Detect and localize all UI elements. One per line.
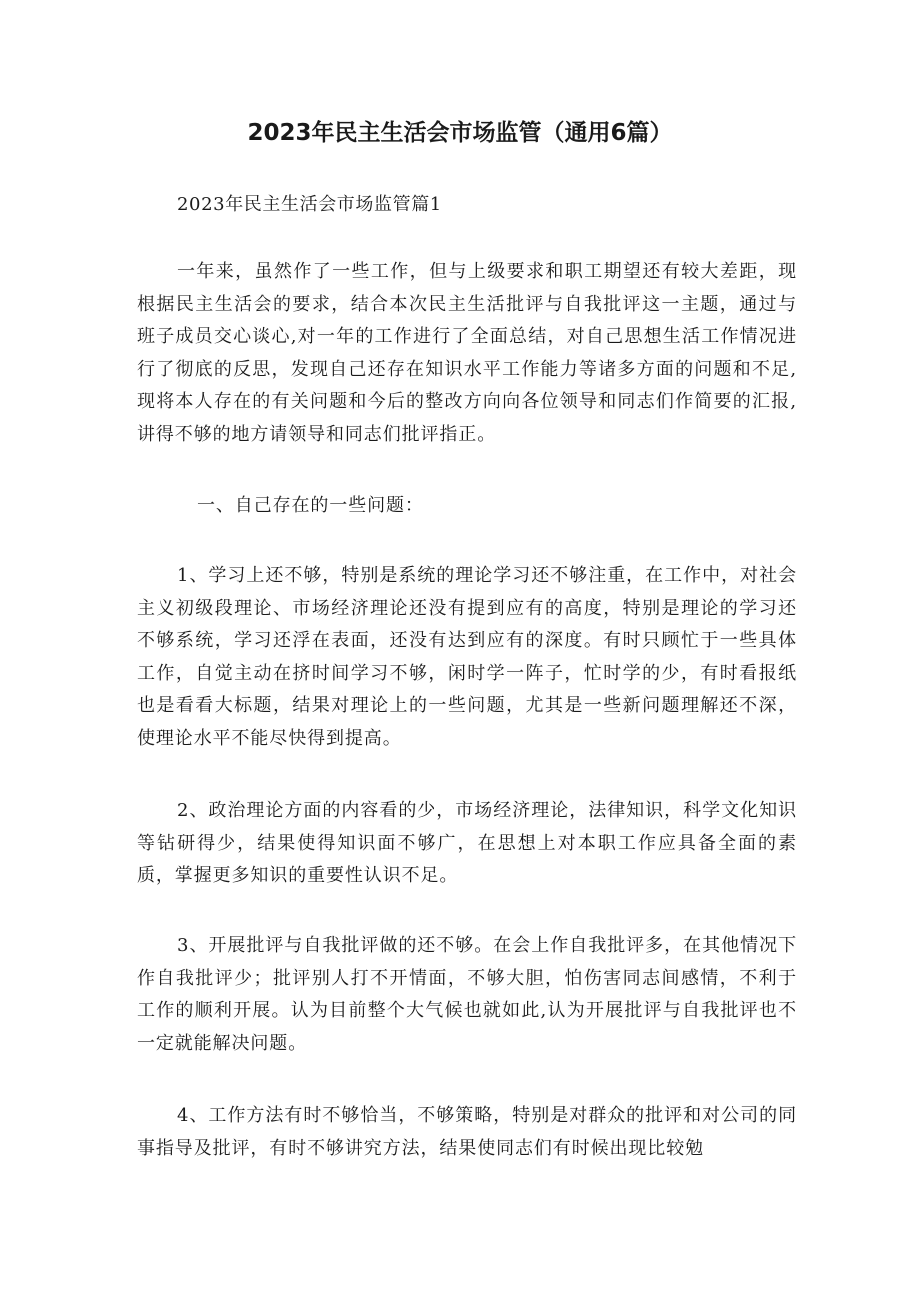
problem-item-4: 4、工作方法有时不够恰当，不够策略，特别是对群众的批评和对公司的同事指导及批评，有时不够讲究方法，结果使同志们有时候出现比较勉 xyxy=(137,1105,797,1159)
problem-item-2: 2、政治理论方面的内容看的少，市场经济理论，法律知识，科学文化知识等钻研得少，结果使得知识面不够广，在思想上对本职工作应具备全面的素质，掌握更多知识的重要性认识不足。 xyxy=(137,800,797,886)
document-title: 2023年民主生活会市场监管（通用6篇） xyxy=(247,120,673,146)
problem-item-3: 3、开展批评与自我批评做的还不够。在会上作自我批评多，在其他情况下作自我批评少；批评别人打不开情面，不够大胆，怕伤害同志间感情，不利于工作的顺利开展。认为目前整个大气候也就如此,认为开展批评与自我批评也不一定就能解决问题。 xyxy=(137,935,797,1054)
section-heading: 2023年民主生活会市场监管篇1 xyxy=(177,194,442,215)
problems-heading: 一、自己存在的一些问题： xyxy=(197,495,424,516)
problem-item-1: 1、学习上还不够，特别是系统的理论学习还不够注重，在工作中，对社会主义初级段理论、市场经济理论还没有提到应有的高度，特别是理论的学习还不够系统，学习还浮在表面，还没有达到应有的深度。有时只顾忙于一些具体工作，自觉主动在挤时间学习不够，闲时学一阵子，忙时学的少，有时看报纸也是看看大标题，结果对理论上的一些问题，尤其是一些新问题理解还不深，使理论水平不能尽快得到提高。 xyxy=(137,565,797,749)
intro-paragraph: 一年来，虽然作了一些工作，但与上级要求和职工期望还有较大差距，现根据民主生活会的要求，结合本次民主生活批评与自我批评这一主题，通过与班子成员交心谈心,对一年的工作进行了全面总结，对自己思想生活工作情况进行了彻底的反思，发现自己还存在知识水平工作能力等诸多方面的问题和不足,现将本人存在的有关问题和今后的整改方向向各位领导和同志们作简要的汇报,讲得不够的地方请领导和同志们批评指正。 xyxy=(137,261,797,445)
